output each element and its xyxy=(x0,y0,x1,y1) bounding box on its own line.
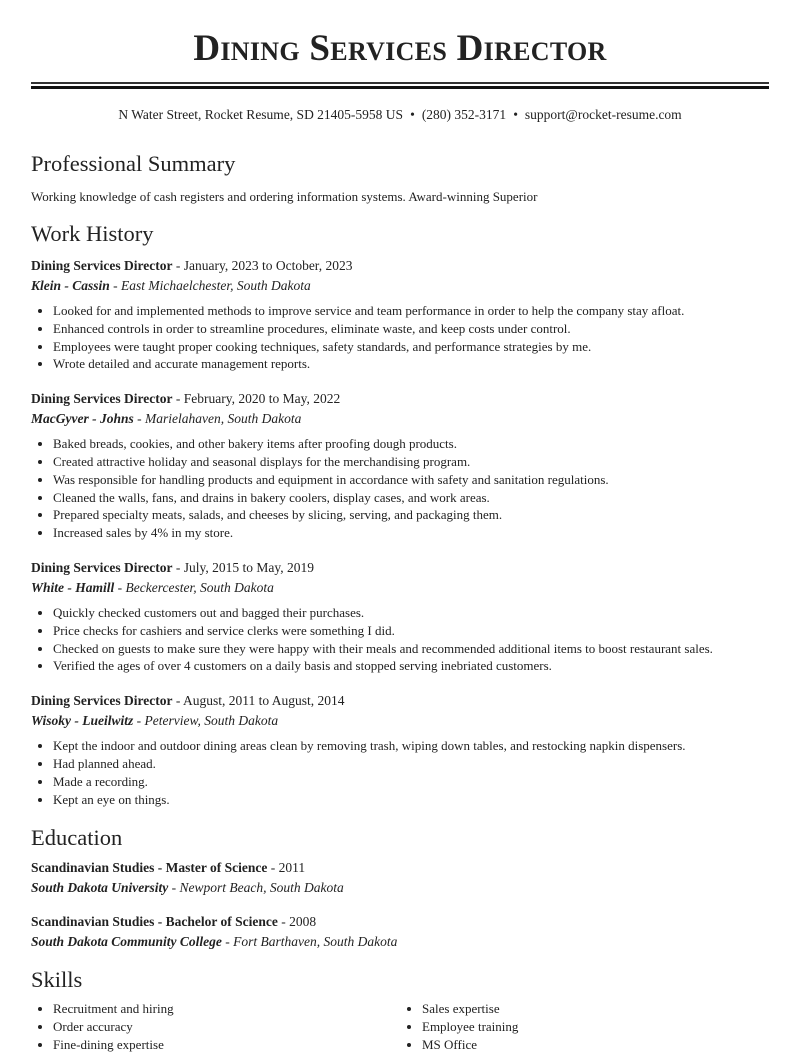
job-dates: - January, 2023 to October, 2023 xyxy=(172,258,353,273)
skills-heading: Skills xyxy=(31,967,83,993)
job-bullet: • Was responsible for handling products and equipment in accordance with safety and sanitation regulations. xyxy=(53,471,769,489)
job-title-line xyxy=(31,691,769,711)
job-bullet: • Kept the indoor and outdoor dining areas clean by removing trash, wiping down tables, and restocking napkin dispensers. xyxy=(53,737,769,755)
job-bullet: • Wrote detailed and accurate management reports. xyxy=(53,355,769,373)
job-bullet: • Cleaned the walls, fans, and drains in bakery coolers, display cases, and work areas. xyxy=(53,489,769,507)
job-bullet: • Quickly checked customers out and bagged their purchases. xyxy=(53,604,769,622)
job-bullet: • Employees were taught proper cooking techniques, safety standards, and performance strategies by me. xyxy=(53,338,769,356)
job-location: - Marielahaven, South Dakota xyxy=(133,411,302,427)
job-bullet: • Kept an eye on things. xyxy=(53,791,769,809)
job-company: Wisoky - Lueilwitz xyxy=(31,713,134,729)
job-bullet: • Increased sales by 4% in my store. xyxy=(53,524,769,542)
skill-item: • Recruitment and hiring xyxy=(53,1000,400,1018)
school: South Dakota University xyxy=(31,880,169,896)
job-title-line xyxy=(31,256,769,276)
job-entry xyxy=(31,256,769,373)
job-company: Klein - Cassin xyxy=(31,278,110,293)
job-location: - Beckercester, South Dakota xyxy=(114,579,274,595)
job-entry xyxy=(31,389,769,542)
job-bullets xyxy=(31,302,769,373)
job-bullet: • Created attractive holiday and seasonal displays for the merchandising program. xyxy=(53,453,769,471)
skill-item: • Fine-dining expertise xyxy=(53,1036,400,1054)
separator: • xyxy=(410,107,415,122)
degree: Scandinavian Studies - Bachelor of Science xyxy=(31,914,278,930)
job-bullet: • Enhanced controls in order to streamline procedures, eliminate waste, and keep costs under control. xyxy=(53,320,769,338)
school: South Dakota Community College xyxy=(31,934,222,950)
contact-address: N Water Street, Rocket Resume, SD 21405-5958 US xyxy=(118,107,404,122)
job-title: Dining Services Director xyxy=(31,693,173,709)
job-title-line xyxy=(31,558,769,578)
job-company: White - Hamill xyxy=(31,579,115,595)
job-bullet: • Baked breads, cookies, and other bakery items after proofing dough products. xyxy=(53,435,769,453)
job-company: MacGyver - Johns xyxy=(31,411,134,427)
job-bullet: • Had planned ahead. xyxy=(53,755,769,773)
job-dates: - February, 2020 to May, 2022 xyxy=(172,391,341,407)
job-bullets xyxy=(31,435,769,542)
job-bullet: • Looked for and implemented methods to improve service and team performance in order to help the company stay afloat. xyxy=(53,302,769,320)
work-history-section xyxy=(31,220,769,808)
school-location: - Newport Beach, South Dakota xyxy=(168,880,344,896)
school-line xyxy=(31,932,769,952)
job-entry xyxy=(31,691,769,808)
job-bullet: • Verified the ages of over 4 customers on a daily basis and stopped serving inebriated customers. xyxy=(53,657,769,675)
skill-item: • Employee training xyxy=(422,1018,769,1036)
education-entry xyxy=(31,912,769,952)
school-location: - Fort Barthaven, South Dakota xyxy=(221,934,398,950)
skills-list-left xyxy=(31,1000,400,1053)
job-bullets xyxy=(31,737,769,808)
resume-title: Dining Services Director xyxy=(193,28,607,69)
job-company-line xyxy=(31,276,769,296)
job-title: Dining Services Director xyxy=(31,258,173,273)
job-bullet: • Checked on guests to make sure they were happy with their meals and recommended additional items to boost restaurant sales. xyxy=(53,640,769,658)
separator: • xyxy=(513,107,518,122)
summary-heading: Professional Summary xyxy=(31,151,236,176)
degree-line xyxy=(31,912,769,932)
job-entry xyxy=(31,558,769,675)
degree-year: - 2008 xyxy=(277,914,317,930)
job-company-line xyxy=(31,711,769,731)
skill-item: • Order accuracy xyxy=(53,1018,400,1036)
job-bullet: • Made a recording. xyxy=(53,773,769,791)
skill-item: • MS Office xyxy=(422,1036,769,1054)
header-divider xyxy=(31,82,769,89)
education-section xyxy=(31,824,769,952)
job-company-line xyxy=(31,409,769,429)
contact-email[interactable]: support@rocket-resume.com xyxy=(524,107,682,122)
contact-line xyxy=(31,106,769,124)
job-title: Dining Services Director xyxy=(31,391,173,407)
job-company-line xyxy=(31,578,769,598)
degree: Scandinavian Studies - Master of Science xyxy=(31,860,268,876)
degree-year: - 2011 xyxy=(267,860,306,876)
job-title-line xyxy=(31,389,769,409)
skills-list-right xyxy=(400,1000,769,1053)
job-dates: - August, 2011 to August, 2014 xyxy=(172,693,345,709)
job-bullet: • Prepared specialty meats, salads, and cheeses by slicing, serving, and packaging them. xyxy=(53,506,769,524)
education-heading: Education xyxy=(31,825,123,851)
skills-section xyxy=(31,966,769,1053)
degree-line xyxy=(31,858,769,878)
job-title: Dining Services Director xyxy=(31,559,173,575)
job-bullet: • Price checks for cashiers and service clerks were something I did. xyxy=(53,622,769,640)
education-entry xyxy=(31,858,769,898)
job-bullets xyxy=(31,604,769,675)
contact-phone: (280) 352-3171 xyxy=(421,107,507,122)
job-dates: - July, 2015 to May, 2019 xyxy=(172,559,314,575)
skill-item: • Sales expertise xyxy=(422,1000,769,1018)
summary-section xyxy=(31,150,769,206)
job-location: - East Michaelchester, South Dakota xyxy=(109,278,311,293)
summary-text: Working knowledge of cash registers and ordering information systems. Award-winning Superior xyxy=(31,189,538,204)
work-history-heading: Work History xyxy=(31,221,154,246)
job-location: - Peterview, South Dakota xyxy=(133,713,279,729)
school-line xyxy=(31,878,769,898)
